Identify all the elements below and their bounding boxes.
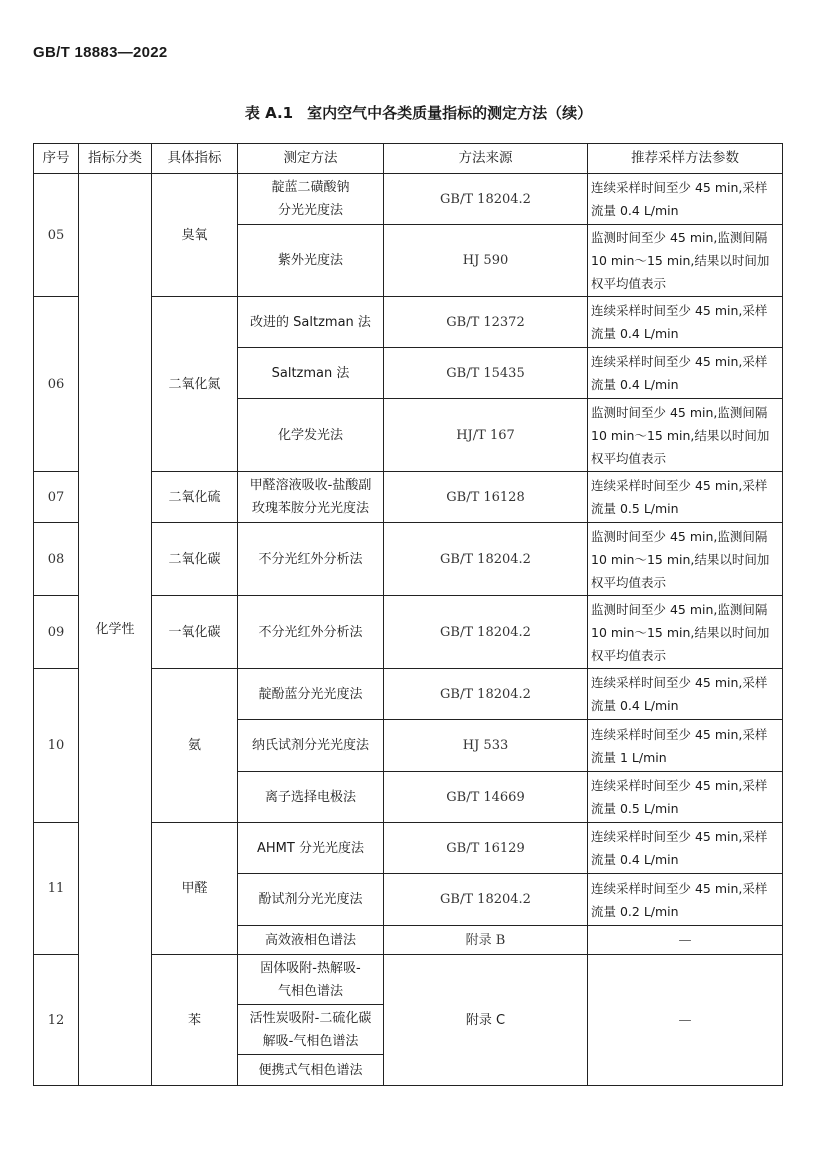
row-number: 10	[34, 669, 79, 823]
method-cell: 靛蓝二磺酸钠 分光光度法	[238, 174, 384, 225]
methods-table	[33, 143, 783, 1086]
source-cell: GB/T 12372	[384, 297, 588, 348]
source-cell: GB/T 16128	[384, 472, 588, 523]
params-cell: 连续采样时间至少 45 min,采样流量 0.5 L/min	[588, 772, 783, 823]
method-cell: AHMT 分光光度法	[238, 823, 384, 874]
standard-code: GB/T 18883—2022	[33, 44, 168, 61]
col-header-method: 测定方法	[238, 144, 384, 174]
source-cell: 附录 B	[384, 926, 588, 955]
method-cell: 酚试剂分光光度法	[238, 874, 384, 926]
indicator-cell: 苯	[152, 955, 238, 1086]
col-header-source: 方法来源	[384, 144, 588, 174]
method-cell: 纳氏试剂分光光度法	[238, 720, 384, 772]
source-cell: GB/T 18204.2	[384, 174, 588, 225]
row-number: 06	[34, 297, 79, 472]
method-cell: 不分光红外分析法	[238, 523, 384, 596]
source-cell: GB/T 15435	[384, 348, 588, 399]
col-header-indicator: 具体指标	[152, 144, 238, 174]
params-cell: 连续采样时间至少 45 min,采样流量 1 L/min	[588, 720, 783, 772]
method-cell: 化学发光法	[238, 399, 384, 472]
method-cell: 离子选择电极法	[238, 772, 384, 823]
params-cell: 连续采样时间至少 45 min,采样流量 0.4 L/min	[588, 348, 783, 399]
source-cell: HJ 533	[384, 720, 588, 772]
method-cell: 便携式气相色谱法	[238, 1055, 384, 1086]
source-cell: 附录 C	[384, 955, 588, 1086]
row-number: 09	[34, 596, 79, 669]
params-cell: 监测时间至少 45 min,监测间隔 10 min～15 min,结果以时间加权平均值表示	[588, 399, 783, 472]
table-row	[34, 174, 783, 225]
method-cell: Saltzman 法	[238, 348, 384, 399]
indicator-cell: 甲醛	[152, 823, 238, 955]
params-cell: 连续采样时间至少 45 min,采样流量 0.5 L/min	[588, 472, 783, 523]
method-cell: 活性炭吸附-二硫化碳 解吸-气相色谱法	[238, 1005, 384, 1055]
row-number: 05	[34, 174, 79, 297]
method-cell: 不分光红外分析法	[238, 596, 384, 669]
source-cell: HJ/T 167	[384, 399, 588, 472]
params-cell: —	[588, 926, 783, 955]
indicator-cell: 臭氧	[152, 174, 238, 297]
table-caption: 室内空气中各类质量指标的测定方法（续）	[307, 104, 593, 122]
params-cell: 监测时间至少 45 min,监测间隔 10 min～15 min,结果以时间加权平均值表示	[588, 596, 783, 669]
source-cell: GB/T 16129	[384, 823, 588, 874]
source-cell: GB/T 18204.2	[384, 669, 588, 720]
col-header-params: 推荐采样方法参数	[588, 144, 783, 174]
params-cell: 连续采样时间至少 45 min,采样流量 0.4 L/min	[588, 297, 783, 348]
params-cell: 监测时间至少 45 min,监测间隔 10 min～15 min,结果以时间加权平均值表示	[588, 225, 783, 297]
row-number: 11	[34, 823, 79, 955]
row-number: 12	[34, 955, 79, 1086]
params-cell: 连续采样时间至少 45 min,采样流量 0.4 L/min	[588, 669, 783, 720]
params-cell: 连续采样时间至少 45 min,采样流量 0.2 L/min	[588, 874, 783, 926]
source-cell: GB/T 14669	[384, 772, 588, 823]
method-cell: 紫外光度法	[238, 225, 384, 297]
method-cell: 改进的 Saltzman 法	[238, 297, 384, 348]
header-row	[34, 144, 783, 174]
table-label: 表 A.1	[244, 104, 294, 122]
method-cell: 靛酚蓝分光光度法	[238, 669, 384, 720]
col-header-category: 指标分类	[79, 144, 152, 174]
params-cell: 连续采样时间至少 45 min,采样流量 0.4 L/min	[588, 823, 783, 874]
row-number: 07	[34, 472, 79, 523]
indicator-cell: 二氧化氮	[152, 297, 238, 472]
row-number: 08	[34, 523, 79, 596]
source-cell: GB/T 18204.2	[384, 874, 588, 926]
params-cell: 连续采样时间至少 45 min,采样流量 0.4 L/min	[588, 174, 783, 225]
source-cell: GB/T 18204.2	[384, 596, 588, 669]
params-cell: —	[588, 955, 783, 1086]
source-cell: GB/T 18204.2	[384, 523, 588, 596]
col-header-no: 序号	[34, 144, 79, 174]
indicator-cell: 二氧化碳	[152, 523, 238, 596]
table-title	[0, 102, 837, 123]
method-cell: 高效液相色谱法	[238, 926, 384, 955]
category-cell: 化学性	[79, 174, 152, 1086]
indicator-cell: 二氧化硫	[152, 472, 238, 523]
method-cell: 甲醛溶液吸收-盐酸副 玫瑰苯胺分光光度法	[238, 472, 384, 523]
params-cell: 监测时间至少 45 min,监测间隔 10 min～15 min,结果以时间加权平均值表示	[588, 523, 783, 596]
table-body	[34, 174, 783, 1086]
source-cell: HJ 590	[384, 225, 588, 297]
method-cell: 固体吸附-热解吸- 气相色谱法	[238, 955, 384, 1005]
indicator-cell: 氨	[152, 669, 238, 823]
indicator-cell: 一氧化碳	[152, 596, 238, 669]
